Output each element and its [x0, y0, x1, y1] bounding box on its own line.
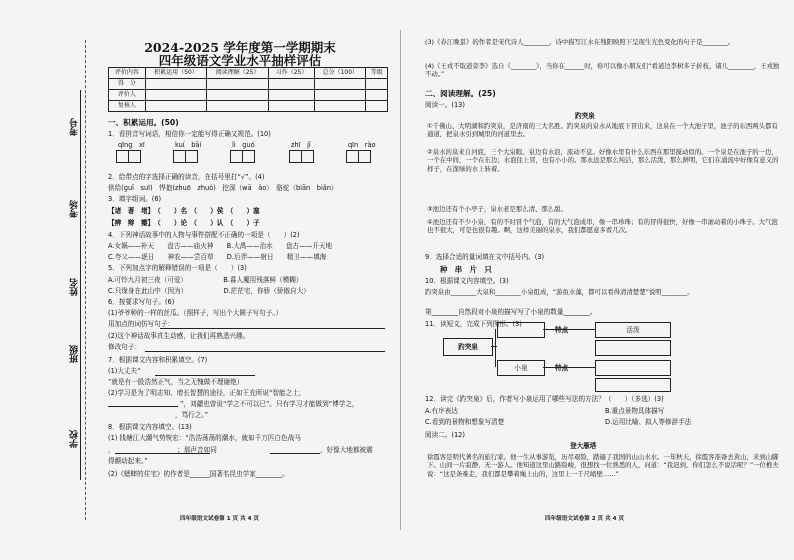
q12-option-c[interactable]: C.看到的景物和想象写清楚 [425, 418, 505, 426]
score-cell[interactable] [207, 101, 269, 112]
name-write-line[interactable] [80, 90, 81, 480]
q8-answer-line[interactable] [270, 453, 320, 454]
q6-prompt: 6．按要求写句子。(6) [108, 298, 175, 306]
score-cell[interactable] [366, 101, 388, 112]
passage1-para3: ③池边还有个小亭子，泉水老是那么清、那么甜。 [427, 205, 567, 213]
score-cell[interactable] [207, 79, 269, 90]
side-label-exam-number: 考号 [70, 118, 80, 136]
q3-row2[interactable]: 【辨 辩 瓣】 （ ）论 （ ）认 （ ）子 [108, 219, 260, 227]
q7-prompt: 7．根据课文内容和积累填空。(7) [108, 356, 208, 364]
q5-prompt: 5．下列加点字的解释错误的一项是（ ）(3) [108, 264, 247, 272]
score-header: 评价内容 [109, 68, 146, 79]
diagram-connector [543, 329, 595, 330]
q6-sub1: (1)爷爷种的一样的丝瓜。（照样子，写出个大圆子写句子。） [108, 309, 283, 317]
side-label-name: 姓名 [70, 278, 80, 296]
pinyin-4: zhī jǐ [291, 141, 311, 149]
q6-answer-line[interactable] [160, 328, 385, 329]
score-cell[interactable] [207, 90, 269, 101]
q4-options-cd: C.夸父——逐日 神农——尝百草 D.后羿——射日 精卫——填海 [108, 253, 327, 261]
q7-answer-line[interactable] [108, 406, 178, 407]
passage2-text: 徐霞客是明代著名的旅行家。他一生从事游览，历尽艰险，踏遍了我国的山山水水。一年秋天，徐霞客准备去黄山，来到山脚下。山间一片寂静，无一游人。他知道这里山路险峻，很想找一位熟悉的人，问道：“我迟到，你们怎么不说话呢？”一位樵夫说：“这是条难走，我们都是攀着绳上山的，这里上一千尺峭壁……” [427, 453, 779, 478]
score-header: 积累运用（50） [145, 68, 207, 79]
score-row-label: 复核人 [109, 101, 146, 112]
q8-sub1-cont: ， ；那声音如同 [108, 446, 217, 454]
q10-line2: 第________自然段对小泉的描写写了小泉的数量________。 [425, 308, 597, 316]
passage1-para2: ②泉水的泉来自河底，三个大泉眼。泉边有水浪，流动不息。好像水里有什么东西在那里搅动似的。一个泉是在池子的一边，一个在中间，一个在东边；水泡往上冒，也有小小的。那永远是那么纯洁，那么活泼，那么鲜明，它们在涌流中好像有意义的样子，在深绿的水上转着。 [427, 148, 779, 173]
exam-title-line2: 四年级语文学业水平抽样评估 [158, 53, 322, 68]
score-row-label: 评价人 [109, 90, 146, 101]
side-label-school: 学校 [70, 430, 80, 448]
q8-sub4: (4)《王戎不取道旁李》选自《________》，当你在______时，你可以像小朋友们“看道边李树多子折枝，诸儿________，王戎独不动。” [425, 62, 780, 79]
q6-answer-line[interactable] [145, 351, 385, 352]
score-cell[interactable] [366, 90, 388, 101]
pinyin-5: qīn rào [348, 141, 376, 149]
q5-options-cd: C.只缘身在此山中（因为） D.茫茫宅，你骄（骄傲自大） [108, 287, 310, 295]
q8-prompt: 8．根据课文内容填空。(13) [108, 423, 192, 431]
q7-sub2-cont: ”，刘勰也曾说“学之不可以已”。只有学习才能做到“博学之， [180, 400, 359, 408]
passage1-para1: ①千佛山、大明湖和趵突泉，是济南的三大名胜。趵突泉的泉水从地底下冒出来，这泉在一个大池子里，池子的东西两头都有通道，把泉水引到城里的河道里去。 [427, 122, 778, 139]
q6-sub2: (2)这个神话故事真生动感，让我们再熟悉兴趣。 [108, 332, 250, 340]
passage1-para4: ④池边还有不少小泉，有的不时冒个气泡，有的大气泡成串，像一串珍珠；有的冒得很快，好像一串滚动着的小珠子。大气泡也不很大，可是也很有趣。啊，这样美丽的泉水，我们都愿意多看几次。 [427, 218, 778, 235]
q8-sub1-cont2: ，好像大地都被震 [320, 446, 373, 454]
q8-sub1-end: 得颤动起来。” [108, 457, 148, 465]
score-cell[interactable] [145, 101, 207, 112]
writing-box[interactable] [116, 150, 144, 164]
reading1-label: 阅读一。(13) [425, 101, 465, 109]
diagram-feature-label-bottom: 特点 [555, 364, 569, 372]
score-cell[interactable] [145, 90, 207, 101]
section2-heading: 二、阅读理解。(25) [425, 89, 496, 98]
q3-row1[interactable]: 【诸 著 堵】 （ ）名 （ ）侯 （ ）塞 [108, 207, 260, 215]
score-cell[interactable] [366, 79, 388, 90]
q8-sub1: (1) 钱塘江大潮气势恢宏：“浩浩荡荡的潮水，就如千万匹白色战马 [108, 434, 301, 442]
diagram-feature-label-top: 特点 [555, 326, 569, 334]
score-cell[interactable] [268, 90, 314, 101]
q4-prompt: 4．下列神话故事中的人物与事件搭配不正确的一项是（ ）(2) [108, 231, 300, 239]
reading2-label: 阅读二。(12) [425, 431, 465, 439]
score-cell[interactable] [268, 101, 314, 112]
page-divider [400, 30, 401, 530]
diagram-feature-text: 活泼 [626, 326, 640, 334]
q5-options-ab: A.可怜九月初三夜（可爱） B.暮人魔用残落鲜（模糊） [108, 276, 303, 284]
pinyin-2: kuí bāi [175, 141, 202, 149]
writing-box[interactable] [230, 150, 258, 164]
q1-prompt: 1．看拼音写词语，相信你一定能写得正确又规范。(10) [108, 130, 271, 138]
q8-sub2: (2)《蟋蟀的住宅》的作者是______国著名昆虫学家________。 [108, 470, 289, 478]
exam-title-line1: 2024-2025 学年度第一学期期末 [144, 40, 336, 55]
q12-option-d[interactable]: D.运用比喻、拟人等修辞手法 [605, 418, 692, 426]
score-header: 总分（100） [315, 68, 366, 79]
q7-sub2: (2)学习是为了明志知、增长智慧的途径，正如王充所说“智能之士， [108, 389, 306, 397]
q12-option-b[interactable]: B.重点景物具体描写 [605, 407, 665, 415]
pinyin-3: lì guó [232, 141, 255, 149]
diagram-connector [495, 329, 496, 367]
diagram-feature-box[interactable] [595, 340, 671, 356]
passage1-title: 趵突泉 [575, 112, 595, 120]
writing-box[interactable] [346, 150, 374, 164]
q4-options-ab: A.女娲——补天 盘古——庙火神 B.大禹——治水 盘古——开天地 [108, 242, 333, 250]
q6-sub2-answer-label: 修改句子： [108, 343, 141, 351]
q9-word-bank: 种 串 片 只 [440, 265, 492, 274]
diagram-feature-box[interactable] [595, 378, 671, 392]
score-cell[interactable] [268, 79, 314, 90]
q11-prompt: 11．读短文，完成下列图形。(3) [425, 320, 522, 328]
pinyin-1: qīng xī [118, 141, 145, 149]
side-label-exam-room: 考场 [70, 200, 80, 218]
q8-sub3: (3)《春江晚景》的作者是宋代诗人________，诗中描写江水在残阳映照下呈现生光色变化的句子是________。 [425, 38, 735, 46]
score-table [108, 67, 388, 112]
q8-answer-line[interactable] [115, 453, 210, 454]
score-header: 阅读理解（25） [207, 68, 269, 79]
q10-line1: 趵突泉由________大泉和________小泉组成，“游鱼水藻，都可以看得清清楚楚”说明________。 [425, 288, 694, 296]
right-page [405, 0, 790, 560]
writing-box[interactable] [173, 150, 201, 164]
score-cell[interactable] [315, 79, 366, 90]
q2-prompt: 2．给带点的字选择正确的读音，在括号里打“√”。(4) [108, 173, 265, 181]
score-header: 习作（25） [268, 68, 314, 79]
diagram-connector [491, 346, 497, 347]
q7-sub2-end: ，笃行之。” [175, 411, 209, 419]
diagram-root-box [443, 338, 493, 356]
side-label-class: 班级 [70, 345, 80, 363]
q6-sub1-answer-label: 用加点的词仿写句子： [108, 320, 174, 328]
q9-prompt: 9．选择合适的量词填在文中括号内。(3) [425, 253, 545, 261]
right-footer: 四年级语文试卷第 2 页 共 4 页 [545, 516, 625, 522]
q12-prompt: 12．读完《趵突泉》后，作者写小泉运用了哪些写法的方法？（ ）（多选）(3) [425, 395, 664, 403]
diagram-branch-top[interactable] [497, 322, 545, 338]
left-footer: 四年级语文试卷第 1 页 共 4 页 [180, 516, 260, 522]
q7-sub1: (1)大丈夫“ [108, 367, 141, 375]
q10-prompt: 10．根据课文内容填空。(3) [425, 277, 509, 285]
section1-heading: 一、积累运用。(50) [108, 118, 179, 127]
writing-box[interactable] [289, 150, 317, 164]
diagram-root-label: 趵突泉 [458, 343, 478, 351]
q3-prompt: 3．填字组词。(6) [108, 195, 162, 203]
passage2-title: 登大雁塔 [570, 442, 597, 450]
q7-answer-line[interactable] [155, 375, 255, 376]
diagram-connector [543, 367, 595, 368]
diagram-feature-box[interactable] [595, 360, 671, 376]
diagram-branch-bottom [497, 360, 545, 376]
score-row-label: 得 分 [109, 79, 146, 90]
q7-sub1-cont: ”就是有一股浩然正气，当之无愧做不理谢绝） [108, 378, 244, 386]
score-cell[interactable] [315, 101, 366, 112]
score-cell[interactable] [145, 79, 207, 90]
binding-line [85, 40, 86, 520]
diagram-feature-box-top [595, 322, 671, 338]
q12-option-a[interactable]: A.有序表达 [425, 407, 458, 415]
q2-options[interactable]: 供给(ɡuǐ suī) 悍抱(zhuō zhuó) 挖深（wā ǎo） 骆驼（biān biǎn） [108, 184, 338, 192]
score-cell[interactable] [315, 90, 366, 101]
diagram-branch-small-label: 小泉 [514, 364, 528, 372]
score-header: 等级 [366, 68, 388, 79]
